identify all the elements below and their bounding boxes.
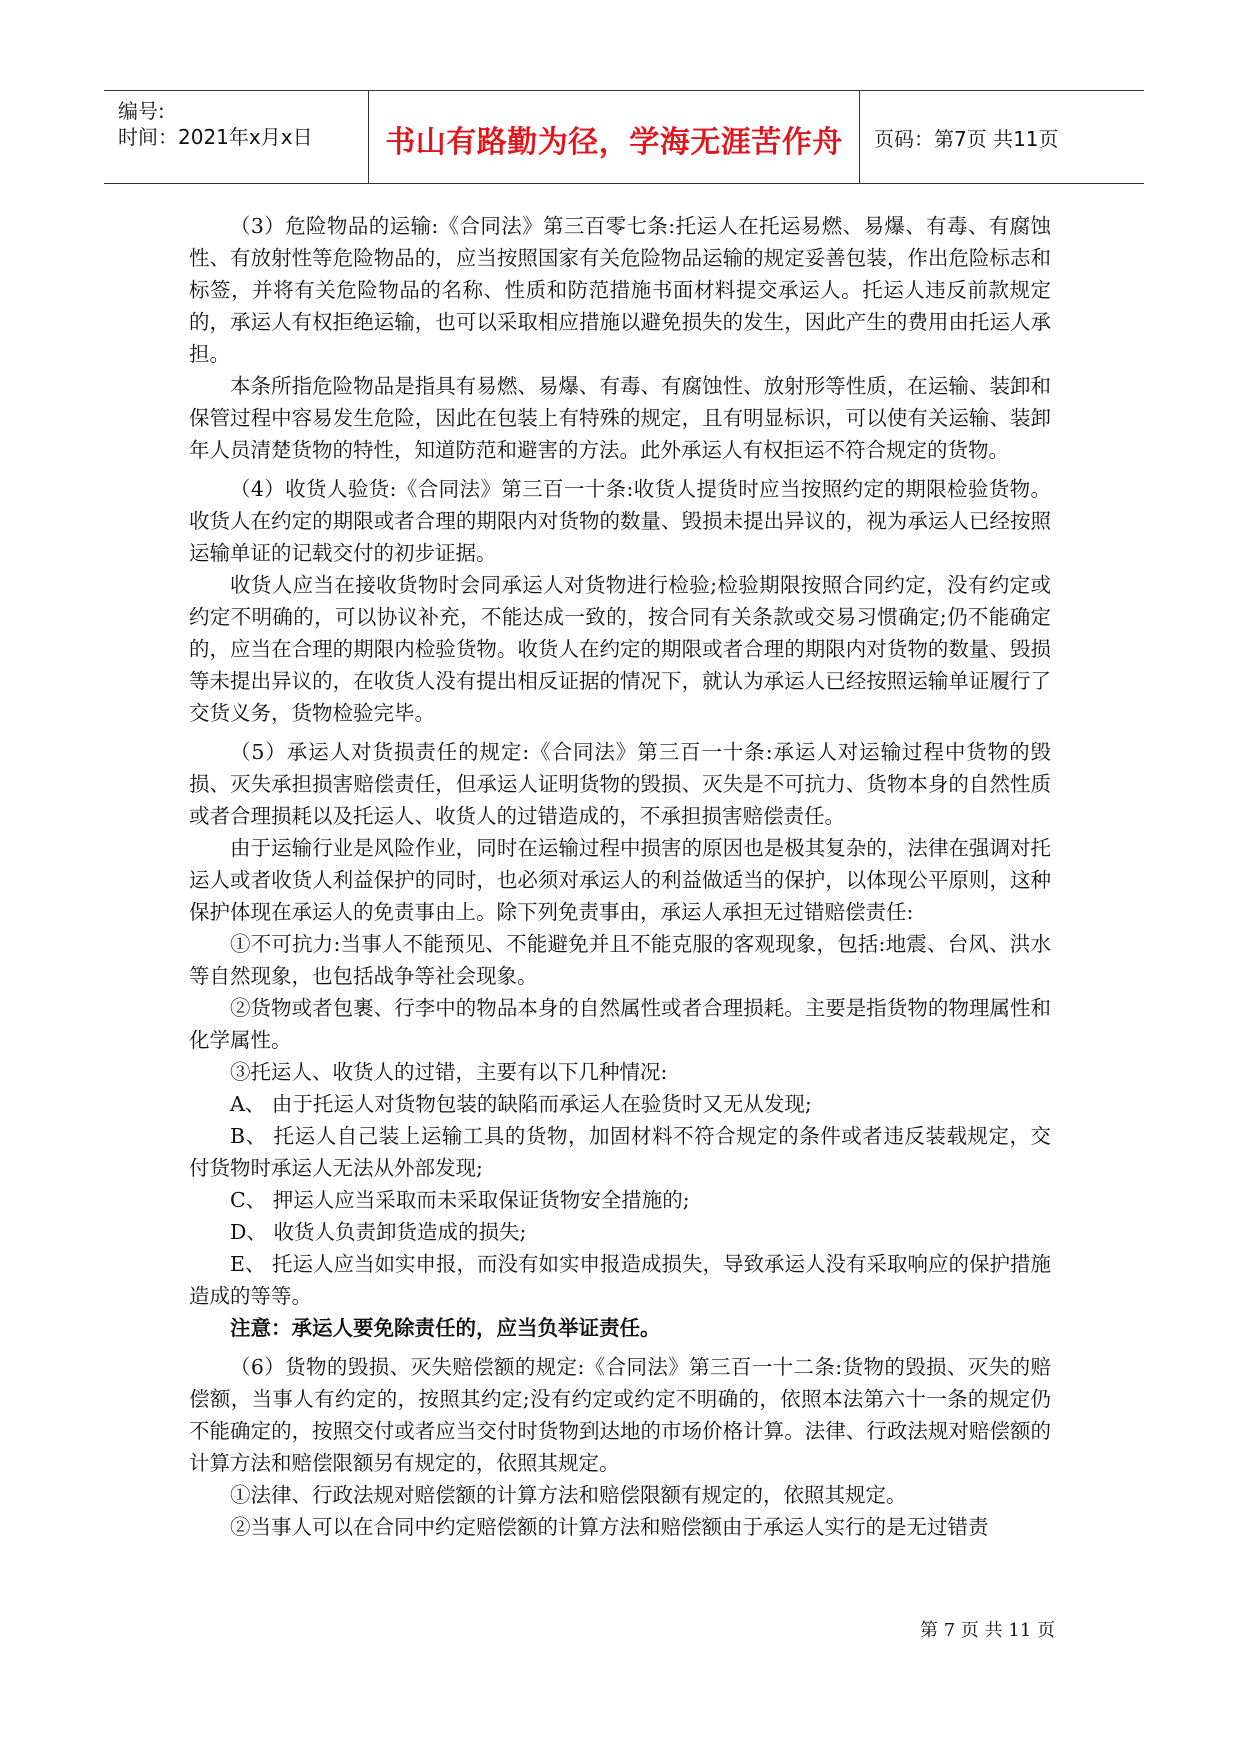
- page-header: [104, 90, 1144, 184]
- list-item-party-fault: ③托运人、收货人的过错，主要有以下几种情况:: [230, 1060, 668, 1084]
- paragraph-carrier-liability: （5）承运人对货损责任的规定:《合同法》第三百一十条:承运人对运输过程中货物的毁损、灭失承担损害赔偿责任，但承运人证明货物的毁损、灭失是不可抗力、货物本身的自然性质或者合理损耗以及托运人、收货人的过错造成的，不承担损害赔偿责任。: [189, 740, 1051, 828]
- list-item-force-majeure: ①不可抗力:当事人不能预见、不能避免并且不能克服的客观现象，包括:地震、台风、洪水等自然现象，也包括战争等社会现象。: [189, 932, 1051, 988]
- header-right-cell: [860, 91, 1144, 183]
- page-footer-number: 第 7 页 共 11 页: [920, 1620, 1055, 1641]
- paragraph-dangerous-goods: （3）危险物品的运输:《合同法》第三百零七条:托运人在托运易燃、易爆、有毒、有腐蚀性、有放射性等危险物品的，应当按照国家有关危险物品运输的规定妥善包装，作出危险标志和标签，并将有关危险物品的名称、性质和防范措施书面材料提交承运人。托运人违反前款规定的，承运人有权拒绝运输，也可以采取相应措施以避免损失的发生，因此产生的费用由托运人承担。: [189, 214, 1051, 366]
- list-item-a: A、 由于托运人对货物包装的缺陷而承运人在验货时又无从发现;: [230, 1092, 812, 1116]
- list-item-statutory-limit: ①法律、行政法规对赔偿额的计算方法和赔偿限额有规定的，依照其规定。: [230, 1483, 907, 1507]
- document-number-label: 编号:: [118, 99, 165, 123]
- paragraph-inspection-explanation: 收货人应当在接收货物时会同承运人对货物进行检验;检验期限按照合同约定，没有约定或约定不明确的，可以协议补充，不能达成一致的，按合同有关条款或交易习惯确定;仍不能确定的，应当在合理的期限内检验货物。收货人在约定的期限或者合理的期限内对货物的数量、毁损等未提出异议的，在收货人没有提出相反证据的情况下，就认为承运人已经按照运输单证履行了交货义务，货物检验完毕。: [189, 573, 1051, 725]
- list-item-d: D、 收货人负责卸货造成的损失;: [230, 1220, 527, 1244]
- list-item-c: C、 押运人应当采取而未采取保证货物安全措施的;: [230, 1188, 690, 1212]
- note-burden-of-proof: 注意：承运人要免除责任的，应当负举证责任。: [230, 1316, 661, 1340]
- document-time-label: 时间：2021年x月x日: [118, 125, 313, 149]
- list-item-b: B、 托运人自己装上运输工具的货物，加固材料不符合规定的条件或者违反装载规定，交付货物时承运人无法从外部发现;: [189, 1124, 1051, 1180]
- paragraph-dangerous-goods-explanation: 本条所指危险物品是指具有易燃、易爆、有毒、有腐蚀性、放射形等性质，在运输、装卸和保管过程中容易发生危险，因此在包装上有特殊的规定，且有明显标识，可以使有关运输、装卸年人员清楚货物的特性，知道防范和避害的方法。此外承运人有权拒运不符合规定的货物。: [189, 374, 1051, 462]
- header-page-code: 页码：第7页 共11页: [874, 127, 1059, 151]
- list-item-e: E、 托运人应当如实申报，而没有如实申报造成损失，导致承运人没有采取响应的保护措施造成的等等。: [189, 1252, 1051, 1308]
- paragraph-liability-explanation: 由于运输行业是风险作业，同时在运输过程中损害的原因也是极其复杂的，法律在强调对托运人或者收货人利益保护的同时，也必须对承运人的利益做适当的保护，以体现公平原则，这种保护体现在承运人的免责事由上。除下列免责事由，承运人承担无过错赔偿责任:: [189, 836, 1051, 924]
- list-item-natural-property: ②货物或者包裹、行李中的物品本身的自然属性或者合理损耗。主要是指货物的物理属性和化学属性。: [189, 996, 1051, 1052]
- list-item-contractual-limit: ②当事人可以在合同中约定赔偿额的计算方法和赔偿额由于承运人实行的是无过错责: [230, 1515, 989, 1539]
- header-left-cell: [104, 91, 368, 183]
- header-middle-cell: [368, 91, 860, 183]
- document-body: [189, 210, 1051, 1543]
- paragraph-compensation-amount: （6）货物的毁损、灭失赔偿额的规定:《合同法》第三百一十二条:货物的毁损、灭失的赔偿额，当事人有约定的，按照其约定;没有约定或约定不明确的，依照本法第六十一条的规定仍不能确定的，按照交付或者应当交付时货物到达地的市场价格计算。法律、行政法规对赔偿额的计算方法和赔偿限额另有规定的，依照其规定。: [189, 1355, 1051, 1475]
- paragraph-consignee-inspection: （4）收货人验货:《合同法》第三百一十条:收货人提货时应当按照约定的期限检验货物。收货人在约定的期限或者合理的期限内对货物的数量、毁损未提出异议的，视为承运人已经按照运输单证的记载交付的初步证据。: [189, 477, 1051, 565]
- header-motto: 书山有路勤为径，学海无涯苦作舟: [385, 125, 843, 160]
